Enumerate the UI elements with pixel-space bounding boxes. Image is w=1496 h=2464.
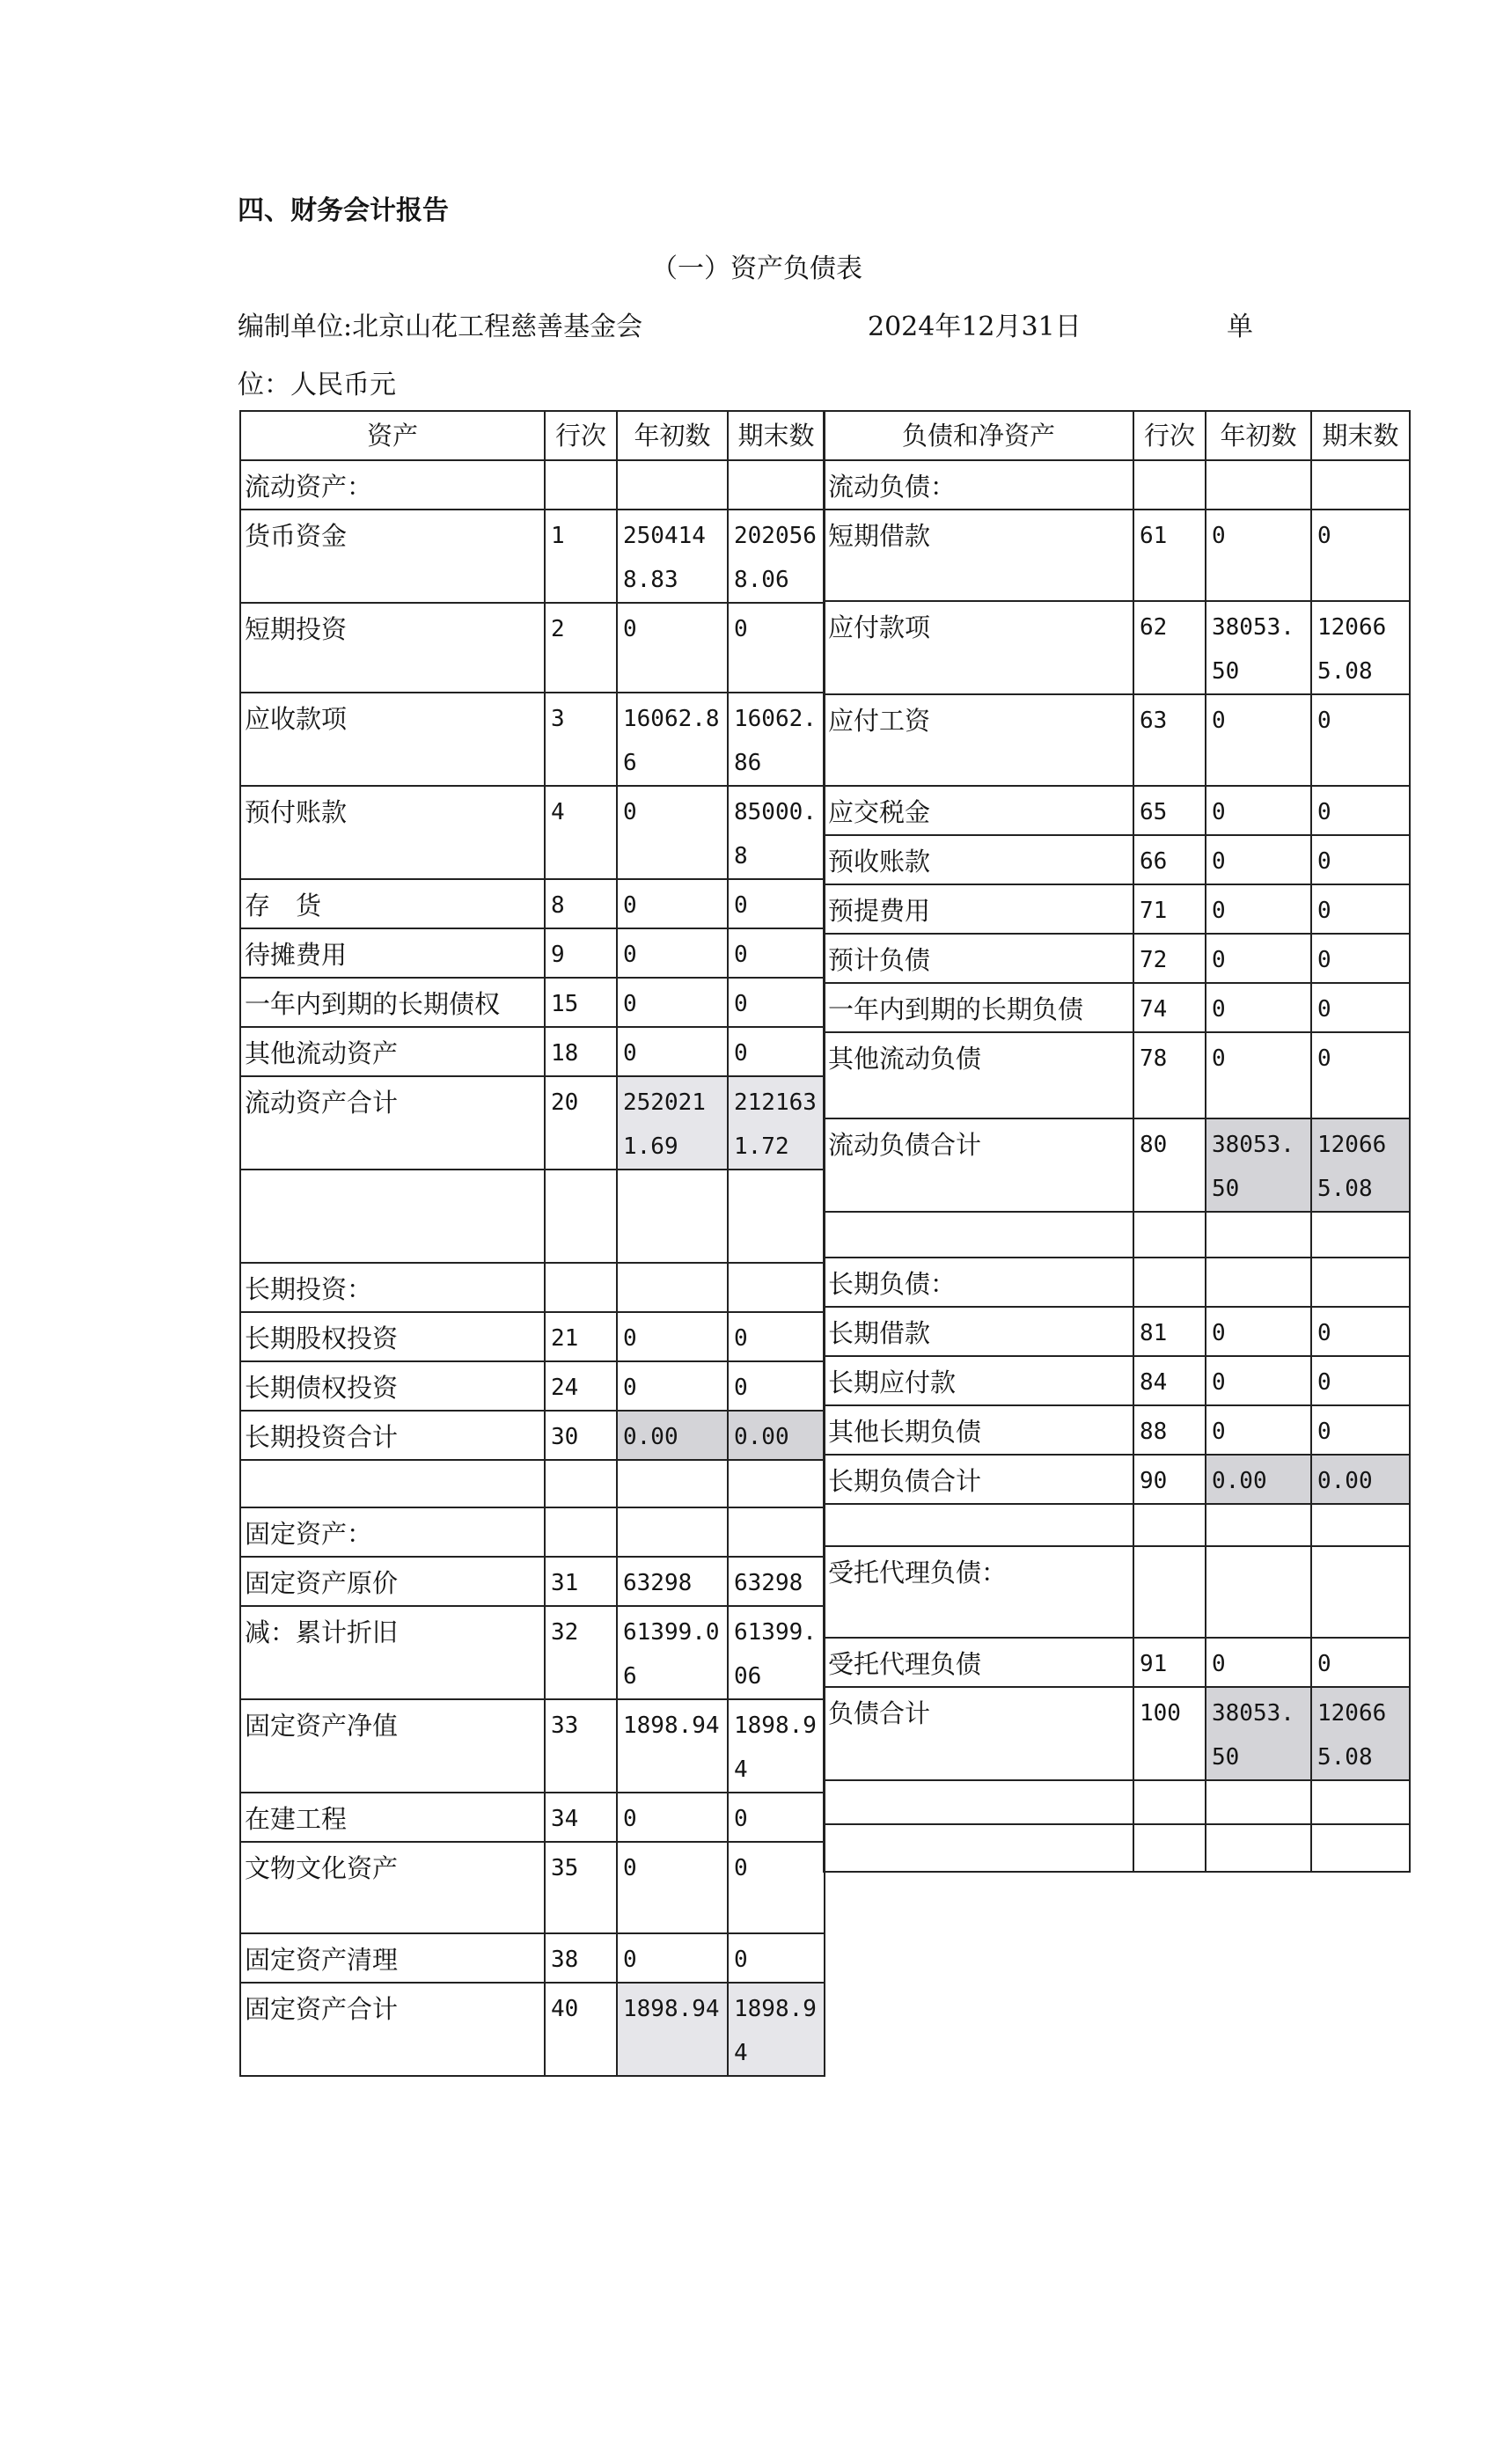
table-row	[240, 879, 825, 928]
begin-value: 0	[617, 978, 728, 1027]
table-row	[824, 835, 1410, 884]
item-name: 一年内到期的长期负债	[824, 983, 1133, 1032]
table-row	[240, 1170, 825, 1263]
table-row	[240, 928, 825, 978]
item-name: 负债合计	[824, 1687, 1133, 1780]
end-value: 0	[728, 1027, 825, 1076]
table-row	[240, 1361, 825, 1411]
end-value	[728, 1507, 825, 1557]
end-value	[1311, 1212, 1410, 1258]
row-number: 35	[545, 1842, 617, 1933]
item-name: 流动资产合计	[240, 1076, 545, 1170]
row-number: 31	[545, 1557, 617, 1606]
row-number: 72	[1133, 934, 1206, 983]
row-number: 66	[1133, 835, 1206, 884]
table-row	[824, 1258, 1410, 1307]
end-value: 0	[1311, 694, 1410, 786]
table-row	[824, 786, 1410, 835]
begin-value: 0	[1206, 786, 1311, 835]
end-value	[728, 1170, 825, 1263]
end-value	[1311, 1258, 1410, 1307]
begin-value: 0	[1206, 1032, 1311, 1118]
row-number: 32	[545, 1606, 617, 1699]
item-name: 其他长期负债	[824, 1405, 1133, 1455]
item-name	[824, 1212, 1133, 1258]
table-row	[240, 1699, 825, 1793]
assets-table	[239, 410, 825, 2077]
table-row	[824, 1118, 1410, 1212]
begin-col-header: 年初数	[617, 411, 728, 460]
table-row	[824, 1032, 1410, 1118]
end-value: 0	[728, 1793, 825, 1842]
begin-value: 16062.86	[617, 693, 728, 786]
item-name: 固定资产原价	[240, 1557, 545, 1606]
begin-value: 38053.50	[1206, 1687, 1311, 1780]
end-value: 0	[1311, 983, 1410, 1032]
item-name: 短期借款	[824, 510, 1133, 601]
end-value	[1311, 1546, 1410, 1638]
assets-col-header: 资产	[240, 411, 545, 460]
item-name: 应付款项	[824, 601, 1133, 694]
table-row	[824, 1356, 1410, 1405]
end-value: 0	[1311, 1638, 1410, 1687]
row-number	[545, 1507, 617, 1557]
table-row	[240, 978, 825, 1027]
end-value: 16062.86	[728, 693, 825, 786]
item-name: 应交税金	[824, 786, 1133, 835]
table-row	[240, 1842, 825, 1933]
item-name: 预收账款	[824, 835, 1133, 884]
begin-value: 0	[1206, 510, 1311, 601]
table-row	[824, 1504, 1410, 1546]
row-number: 81	[1133, 1307, 1206, 1356]
row-number	[1133, 1824, 1206, 1872]
report-date: 2024年12月31日	[868, 312, 1082, 342]
begin-value	[1206, 1212, 1311, 1258]
item-name: 固定资产合计	[240, 1983, 545, 2076]
begin-value: 0	[617, 1361, 728, 1411]
begin-value: 0	[1206, 934, 1311, 983]
begin-value: 38053.50	[1206, 601, 1311, 694]
item-name	[824, 1780, 1133, 1824]
item-name: 其他流动资产	[240, 1027, 545, 1076]
item-name: 待摊费用	[240, 928, 545, 978]
end-value: 0	[1311, 1307, 1410, 1356]
begin-value: 2520211.69	[617, 1076, 728, 1170]
begin-value: 0	[1206, 983, 1311, 1032]
row-number: 88	[1133, 1405, 1206, 1455]
begin-value: 2504148.83	[617, 510, 728, 603]
table-row	[240, 1606, 825, 1699]
table-row	[240, 510, 825, 603]
table-row	[240, 786, 825, 879]
currency-unit-part1: 单	[1227, 312, 1253, 342]
end-value: 0	[728, 978, 825, 1027]
end-value: 61399.06	[728, 1606, 825, 1699]
begin-value	[1206, 460, 1311, 510]
begin-value: 0	[617, 1793, 728, 1842]
item-name	[240, 1460, 545, 1507]
begin-value: 0	[617, 603, 728, 693]
begin-value: 0	[1206, 835, 1311, 884]
end-col-header: 期末数	[728, 411, 825, 460]
item-name: 货币资金	[240, 510, 545, 603]
table-row	[824, 1687, 1410, 1780]
row-number	[1133, 460, 1206, 510]
table-row	[240, 1076, 825, 1170]
item-name: 长期债权投资	[240, 1361, 545, 1411]
table-row	[824, 1780, 1410, 1824]
end-value: 85000.8	[728, 786, 825, 879]
row-number: 1	[545, 510, 617, 603]
table-row	[240, 1411, 825, 1460]
end-value: 0	[728, 879, 825, 928]
table-row	[240, 1263, 825, 1312]
end-value	[728, 1460, 825, 1507]
end-value: 0	[1311, 510, 1410, 601]
liabilities-col-header: 负债和净资产	[824, 411, 1133, 460]
item-name: 预付账款	[240, 786, 545, 879]
row-number: 71	[1133, 884, 1206, 934]
table-row	[824, 1212, 1410, 1258]
end-value: 0	[728, 603, 825, 693]
begin-value: 0.00	[617, 1411, 728, 1460]
begin-value: 0	[1206, 1356, 1311, 1405]
item-name: 长期应付款	[824, 1356, 1133, 1405]
row-number: 4	[545, 786, 617, 879]
report-title: （一）资产负债表	[651, 253, 862, 284]
end-value	[728, 460, 825, 510]
begin-value	[1206, 1258, 1311, 1307]
item-name: 短期投资	[240, 603, 545, 693]
table-row	[824, 1638, 1410, 1687]
table-row	[824, 1455, 1410, 1504]
begin-value: 0	[1206, 884, 1311, 934]
table-row	[240, 1793, 825, 1842]
begin-value: 0.00	[1206, 1455, 1311, 1504]
row-number: 90	[1133, 1455, 1206, 1504]
row-number: 78	[1133, 1032, 1206, 1118]
table-row	[240, 1983, 825, 2076]
table-row	[240, 603, 825, 693]
table-row	[240, 1507, 825, 1557]
item-name: 一年内到期的长期债权	[240, 978, 545, 1027]
begin-value: 0	[617, 1027, 728, 1076]
item-name: 受托代理负债：	[824, 1546, 1133, 1638]
item-name: 长期负债：	[824, 1258, 1133, 1307]
end-value: 0	[728, 1933, 825, 1983]
begin-value: 63298	[617, 1557, 728, 1606]
table-row	[240, 693, 825, 786]
begin-value: 0	[1206, 1638, 1311, 1687]
row-number: 61	[1133, 510, 1206, 601]
item-name: 预提费用	[824, 884, 1133, 934]
end-value	[1311, 1824, 1410, 1872]
table-row	[824, 983, 1410, 1032]
item-name: 受托代理负债	[824, 1638, 1133, 1687]
row-number: 21	[545, 1312, 617, 1361]
row-number	[545, 1460, 617, 1507]
row-number: 15	[545, 978, 617, 1027]
begin-value: 1898.94	[617, 1983, 728, 2076]
table-row	[824, 884, 1410, 934]
item-name: 长期负债合计	[824, 1455, 1133, 1504]
row-number: 9	[545, 928, 617, 978]
end-value: 63298	[728, 1557, 825, 1606]
begin-value: 1898.94	[617, 1699, 728, 1793]
end-value: 0	[1311, 1032, 1410, 1118]
end-col-header: 期末数	[1311, 411, 1410, 460]
assets-header-row	[240, 411, 825, 460]
table-row	[824, 601, 1410, 694]
item-name: 预计负债	[824, 934, 1133, 983]
begin-value: 0	[617, 1312, 728, 1361]
row-number	[1133, 1504, 1206, 1546]
begin-value: 0	[617, 879, 728, 928]
table-row	[824, 510, 1410, 601]
row-number: 62	[1133, 601, 1206, 694]
item-name	[824, 1824, 1133, 1872]
row-number: 20	[545, 1076, 617, 1170]
liabilities-header-row	[824, 411, 1410, 460]
report-meta	[238, 304, 1470, 343]
row-number: 2	[545, 603, 617, 693]
end-value: 120665.08	[1311, 1118, 1410, 1212]
item-name: 流动负债：	[824, 460, 1133, 510]
begin-value	[617, 1263, 728, 1312]
row-number: 8	[545, 879, 617, 928]
item-name: 固定资产净值	[240, 1699, 545, 1793]
table-row	[240, 1933, 825, 1983]
table-row	[824, 694, 1410, 786]
row-number: 33	[545, 1699, 617, 1793]
row-number	[1133, 1780, 1206, 1824]
end-value	[1311, 1504, 1410, 1546]
end-value: 0	[1311, 884, 1410, 934]
begin-value	[1206, 1780, 1311, 1824]
row-number: 18	[545, 1027, 617, 1076]
end-value: 0	[728, 1312, 825, 1361]
item-name: 长期投资：	[240, 1263, 545, 1312]
row-no-col-header: 行次	[545, 411, 617, 460]
row-number: 84	[1133, 1356, 1206, 1405]
item-name: 固定资产：	[240, 1507, 545, 1557]
end-value: 1898.94	[728, 1699, 825, 1793]
row-number: 38	[545, 1933, 617, 1983]
liabilities-table	[823, 410, 1411, 1873]
section-heading: 四、财务会计报告	[238, 195, 449, 226]
table-row	[240, 1557, 825, 1606]
end-value: 0.00	[1311, 1455, 1410, 1504]
item-name: 应收款项	[240, 693, 545, 786]
begin-value	[617, 1460, 728, 1507]
item-name: 在建工程	[240, 1793, 545, 1842]
begin-value	[1206, 1824, 1311, 1872]
begin-value: 0	[617, 1842, 728, 1933]
end-value	[728, 1263, 825, 1312]
end-value: 0	[1311, 786, 1410, 835]
item-name: 流动负债合计	[824, 1118, 1133, 1212]
row-number: 3	[545, 693, 617, 786]
item-name	[240, 1170, 545, 1263]
end-value: 0	[1311, 1405, 1410, 1455]
row-number: 74	[1133, 983, 1206, 1032]
row-number	[545, 1170, 617, 1263]
end-value: 0	[1311, 1356, 1410, 1405]
end-value: 0.00	[728, 1411, 825, 1460]
end-value: 2121631.72	[728, 1076, 825, 1170]
row-number: 91	[1133, 1638, 1206, 1687]
end-value: 2020568.06	[728, 510, 825, 603]
begin-value: 38053.50	[1206, 1118, 1311, 1212]
end-value	[1311, 460, 1410, 510]
item-name: 其他流动负债	[824, 1032, 1133, 1118]
begin-value: 0	[617, 1933, 728, 1983]
item-name: 存 货	[240, 879, 545, 928]
begin-value: 0	[617, 928, 728, 978]
end-value: 1898.94	[728, 1983, 825, 2076]
end-value: 120665.08	[1311, 601, 1410, 694]
table-row	[824, 934, 1410, 983]
currency-unit-part2: 位：人民币元	[238, 370, 396, 400]
row-number	[1133, 1212, 1206, 1258]
end-value: 0	[728, 1361, 825, 1411]
row-number	[1133, 1258, 1206, 1307]
begin-value	[1206, 1504, 1311, 1546]
begin-value: 0	[1206, 1307, 1311, 1356]
table-row	[824, 1405, 1410, 1455]
row-number: 63	[1133, 694, 1206, 786]
item-name: 长期投资合计	[240, 1411, 545, 1460]
row-number: 80	[1133, 1118, 1206, 1212]
row-number: 40	[545, 1983, 617, 2076]
end-value: 0	[728, 1842, 825, 1933]
begin-value	[617, 1170, 728, 1263]
item-name: 固定资产清理	[240, 1933, 545, 1983]
table-row	[240, 1027, 825, 1076]
item-name: 应付工资	[824, 694, 1133, 786]
begin-value	[617, 460, 728, 510]
begin-value	[1206, 1546, 1311, 1638]
end-value	[1311, 1780, 1410, 1824]
table-row	[824, 1824, 1410, 1872]
begin-value: 0	[1206, 694, 1311, 786]
begin-value: 0	[617, 786, 728, 879]
table-row	[240, 460, 825, 510]
preparing-org: 编制单位:北京山花工程慈善基金会	[238, 312, 643, 342]
item-name: 长期股权投资	[240, 1312, 545, 1361]
begin-value: 61399.06	[617, 1606, 728, 1699]
item-name: 流动资产：	[240, 460, 545, 510]
end-value: 120665.08	[1311, 1687, 1410, 1780]
row-number	[545, 460, 617, 510]
row-number: 30	[545, 1411, 617, 1460]
table-row	[240, 1460, 825, 1507]
table-row	[824, 1546, 1410, 1638]
table-row	[240, 1312, 825, 1361]
end-value: 0	[1311, 835, 1410, 884]
item-name: 长期借款	[824, 1307, 1133, 1356]
begin-value: 0	[1206, 1405, 1311, 1455]
table-row	[824, 1307, 1410, 1356]
row-number: 65	[1133, 786, 1206, 835]
row-number: 24	[545, 1361, 617, 1411]
row-number: 34	[545, 1793, 617, 1842]
end-value: 0	[728, 928, 825, 978]
row-number	[1133, 1546, 1206, 1638]
row-number	[545, 1263, 617, 1312]
begin-value	[617, 1507, 728, 1557]
table-row	[824, 460, 1410, 510]
end-value: 0	[1311, 934, 1410, 983]
row-no-col-header: 行次	[1133, 411, 1206, 460]
item-name: 减：累计折旧	[240, 1606, 545, 1699]
item-name: 文物文化资产	[240, 1842, 545, 1933]
item-name	[824, 1504, 1133, 1546]
begin-col-header: 年初数	[1206, 411, 1311, 460]
row-number: 100	[1133, 1687, 1206, 1780]
